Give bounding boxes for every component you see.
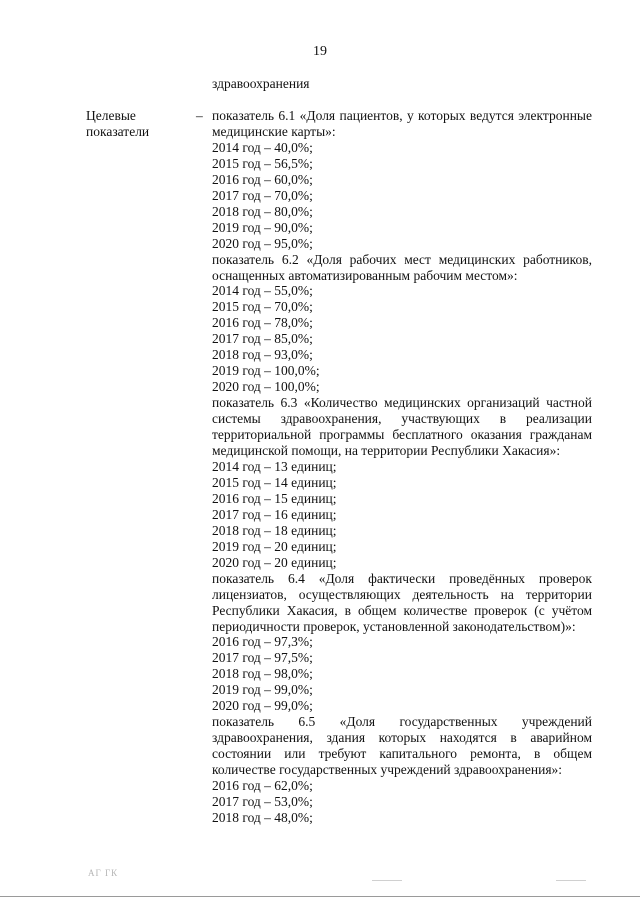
indicator-value: 2019 год – 20 единиц; [212, 538, 337, 554]
scan-smudge: АГ ГК [88, 868, 119, 878]
indicator-value: 2017 год – 97,5%; [212, 650, 313, 666]
scan-edge-mark [556, 880, 586, 881]
indicator-value: 2016 год – 60,0%; [212, 171, 313, 187]
indicator-title: показатель 6.3 «Количество медицинских организаций частной системы здравоохранения, участвующих в реализации территориальной программы бесплатного оказания гражданам медицинской помощи, на территории Республики Хакасия»: [212, 395, 592, 459]
indicator-value: 2020 год – 20 единиц; [212, 554, 337, 570]
indicator-value: 2017 год – 16 единиц; [212, 506, 337, 522]
indicator-value: 2016 год – 15 единиц; [212, 490, 337, 506]
section-label: Целевые показатели [86, 108, 150, 139]
indicator-value: 2020 год – 100,0%; [212, 379, 320, 395]
indicator-value: 2017 год – 53,0%; [212, 793, 313, 809]
indicator-value: 2019 год – 99,0%; [212, 682, 313, 698]
indicator-value: 2014 год – 55,0%; [212, 283, 313, 299]
indicator-value: 2020 год – 99,0%; [212, 698, 313, 714]
indicator-value: 2019 год – 100,0%; [212, 363, 320, 379]
indicator-value: 2015 год – 56,5%; [212, 155, 313, 171]
indicator-value: 2015 год – 14 единиц; [212, 474, 337, 490]
indicator-block [212, 252, 592, 396]
indicator-block [212, 571, 592, 715]
continuation-text: здравоохранения [212, 76, 310, 91]
indicators-list [212, 108, 592, 826]
indicator-value: 2018 год – 98,0%; [212, 666, 313, 682]
section-dash: – [196, 108, 203, 123]
indicator-value: 2020 год – 95,0%; [212, 235, 313, 251]
indicator-value: 2018 год – 93,0%; [212, 347, 313, 363]
indicator-block [212, 714, 592, 826]
indicator-value: 2016 год – 62,0%; [212, 778, 313, 794]
indicator-value: 2015 год – 70,0%; [212, 299, 313, 315]
indicator-value: 2014 год – 13 единиц; [212, 458, 337, 474]
indicator-value: 2016 год – 97,3%; [212, 634, 313, 650]
page-number: 19 [313, 44, 327, 59]
indicator-title: показатель 6.4 «Доля фактически проведённых проверок лицензиатов, осуществляющих деятельность на территории Республики Хакасия, в общем количестве проверок (с учётом периодичности проверок, установленной законодательством)»: [212, 570, 592, 634]
indicator-title: показатель 6.5 «Доля государственных учреждений здравоохранения, здания которых находятся в аварийном состоянии или требуют капитального ремонта, в общем количестве государственных учреждений здравоохранения»: [212, 714, 592, 778]
indicator-value: 2018 год – 48,0%; [212, 809, 313, 825]
scan-edge-mark [372, 880, 402, 881]
indicator-value: 2017 год – 85,0%; [212, 331, 313, 347]
indicator-value: 2016 год – 78,0%; [212, 315, 313, 331]
indicator-title: показатель 6.2 «Доля рабочих мест медицинских работников, оснащенных автоматизированным рабочим местом»: [212, 251, 592, 283]
indicator-value: 2019 год – 90,0%; [212, 219, 313, 235]
indicator-value: 2014 год – 40,0%; [212, 139, 313, 155]
scan-bottom-edge [0, 896, 640, 897]
indicator-value: 2018 год – 18 единиц; [212, 522, 337, 538]
indicator-value: 2017 год – 70,0%; [212, 187, 313, 203]
indicator-value: 2018 год – 80,0%; [212, 203, 313, 219]
indicator-title: показатель 6.1 «Доля пациентов, у которых ведутся электронные медицинские карты»: [212, 108, 592, 139]
indicator-block [212, 108, 592, 252]
indicator-block [212, 395, 592, 570]
